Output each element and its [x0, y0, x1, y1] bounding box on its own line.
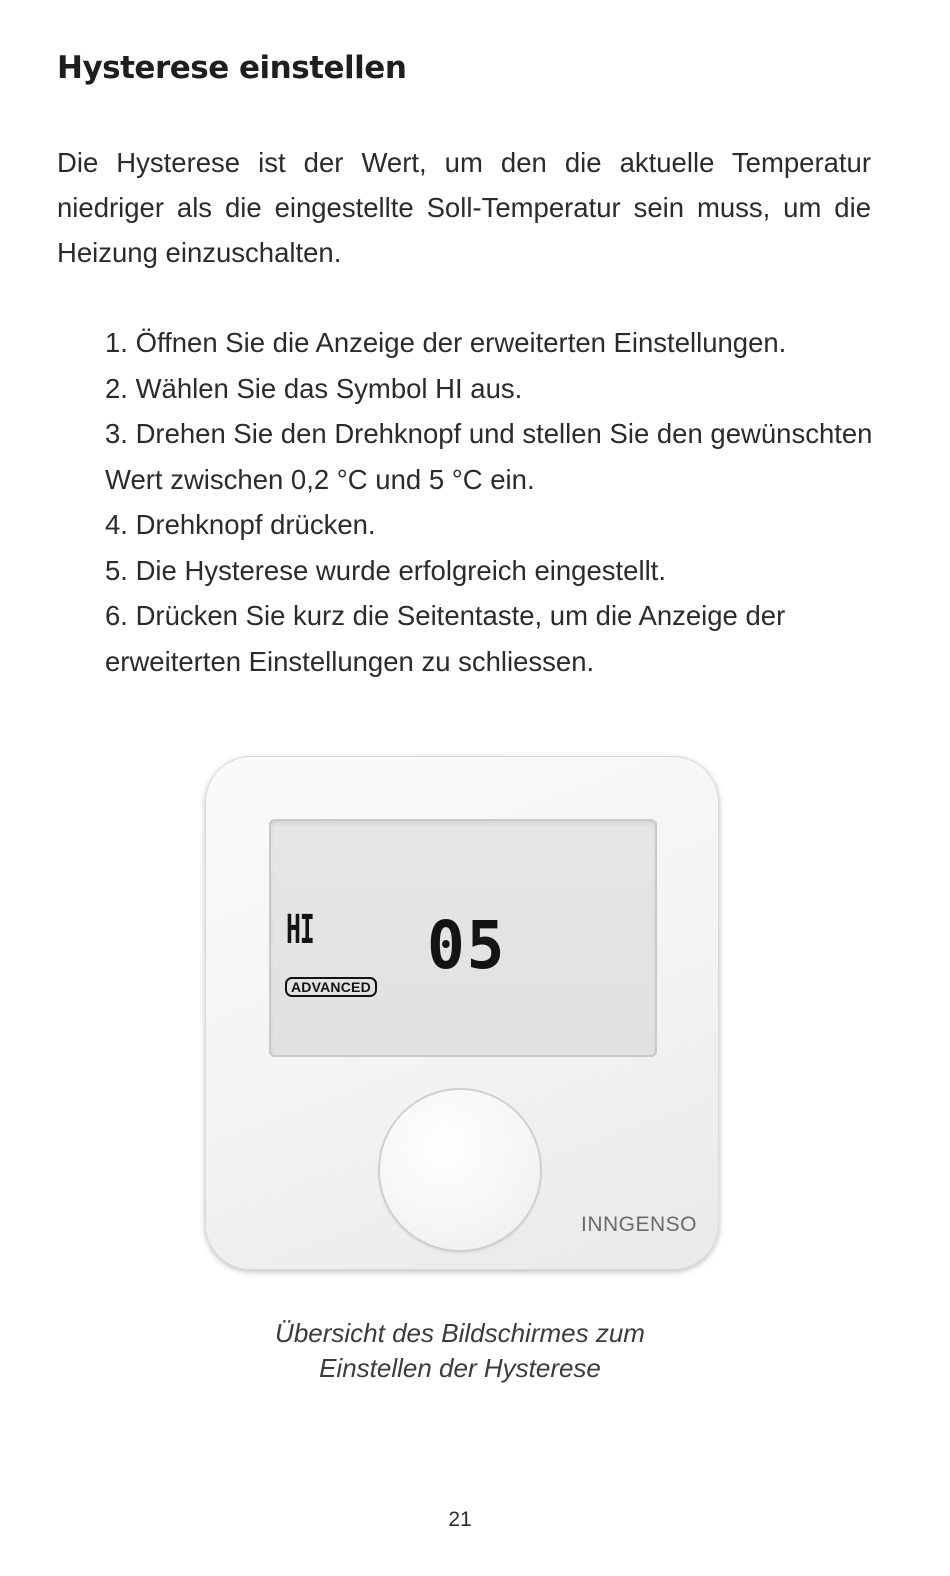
caption-line-2: Einstellen der Hysterese — [319, 1353, 601, 1383]
thermostat-image — [205, 756, 719, 1270]
intro-paragraph: Die Hysterese ist der Wert, um den die aktuelle Temperatur niedriger als die eingestellte Soll-Temperatur sein muss, um die Heizung einzuschalten. — [57, 147, 871, 268]
step-item: 6. Drücken Sie kurz die Seitentaste, um die Anzeige der erweiterten Einstellungen zu schliessen. — [105, 600, 786, 677]
brand-logo: INNGENSO — [581, 1213, 698, 1236]
page-number: 21 — [448, 1508, 472, 1531]
caption-line-1: Übersicht des Bildschirmes zum — [275, 1318, 645, 1348]
section-heading: Hysterese einstellen — [57, 50, 407, 86]
step-item: 3. Drehen Sie den Drehknopf und stellen Sie den gewünschten Wert zwischen 0,2 °C und 5 °C ein. — [105, 418, 873, 495]
advanced-badge: ADVANCED — [285, 977, 377, 997]
step-item: 2. Wählen Sie das Symbol HI aus. — [105, 372, 523, 404]
rotary-knob — [380, 1090, 540, 1250]
figure-caption — [0, 1316, 920, 1386]
step-item: 5. Die Hysterese wurde erfolgreich eingestellt. — [105, 554, 666, 586]
step-item: 1. Öffnen Sie die Anzeige der erweiterten Einstellungen. — [105, 327, 787, 358]
step-list — [105, 320, 885, 684]
step-item: 4. Drehknopf drücken. — [105, 509, 376, 540]
lcd-screen — [269, 819, 657, 1057]
lcd-value: 05 — [427, 907, 507, 984]
lcd-mode-symbol: HI — [286, 907, 314, 953]
